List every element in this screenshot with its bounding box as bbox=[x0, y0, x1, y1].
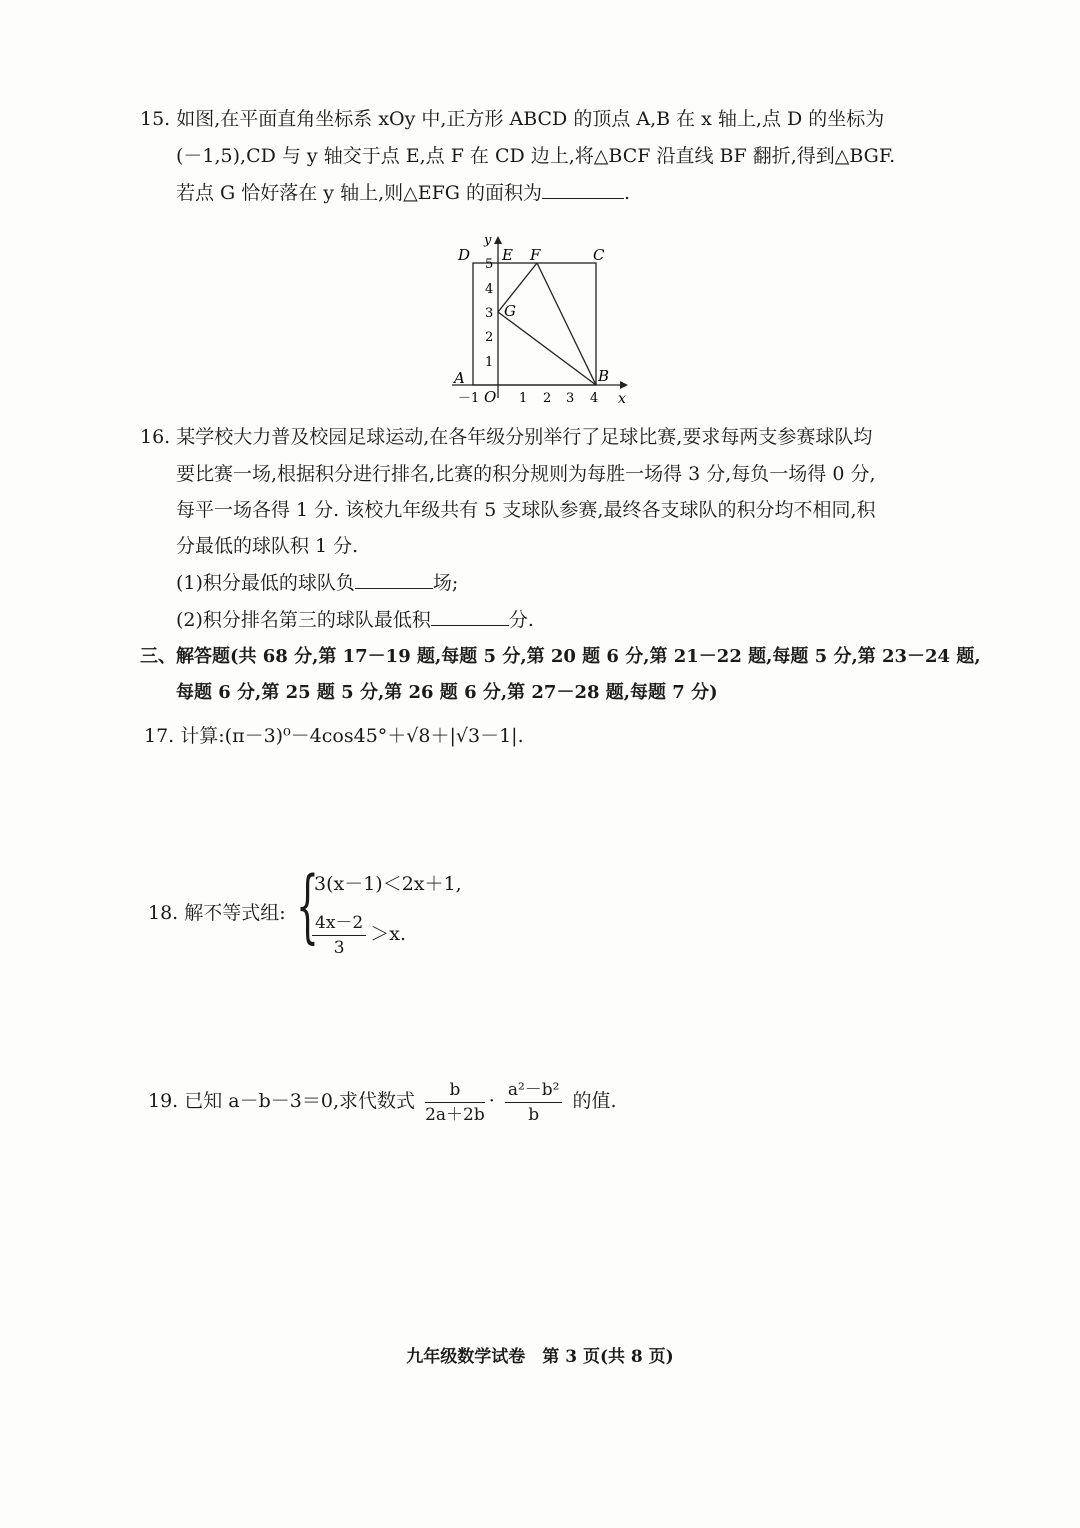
q16-sub-1-text: (1)积分最低的球队负 bbox=[176, 572, 355, 594]
y-tick-5: 5 bbox=[485, 257, 494, 272]
q16-line-1: 16. 某学校大力普及校园足球运动,在各年级分别举行了足球比赛,要求每两支参赛球队均 bbox=[140, 426, 873, 448]
q16-line-4: 分最低的球队积 1 分. bbox=[176, 535, 359, 557]
x-tick-1: 1 bbox=[519, 391, 528, 406]
origin-label: O bbox=[484, 388, 497, 406]
q16-sub-1 bbox=[176, 568, 458, 598]
q19-multiply-dot: · bbox=[488, 1090, 495, 1112]
q18-brace: { bbox=[296, 859, 319, 952]
section-3-heading-line-1: 三、解答题(共 68 分,第 17－19 题,每题 5 分,第 20 题 6 分,第 21－22 题,每题 5 分,第 23－24 题, bbox=[140, 646, 981, 667]
q16-sub-2-text: (2)积分排名第三的球队最低积 bbox=[176, 609, 431, 631]
y-tick-1: 1 bbox=[485, 355, 494, 370]
q18-fraction bbox=[312, 911, 366, 960]
x-tick-2: 2 bbox=[543, 391, 552, 406]
q17 bbox=[144, 721, 524, 751]
q16-sub-2-unit: 分. bbox=[508, 609, 534, 631]
q19-text: 19. 已知 a－b－3＝0,求代数式 bbox=[148, 1090, 416, 1112]
q16-sub-1-blank bbox=[355, 568, 433, 589]
x-axis-arrow bbox=[620, 381, 628, 389]
q19-fraction-2 bbox=[505, 1078, 563, 1127]
q18-fraction-numerator: 4x－2 bbox=[312, 911, 366, 936]
point-label-f: F bbox=[530, 246, 541, 264]
q19-fraction-1 bbox=[425, 1078, 485, 1127]
q15-period: . bbox=[624, 182, 631, 204]
q15-figure bbox=[440, 228, 640, 408]
point-label-d: D bbox=[458, 246, 471, 264]
point-label-c: C bbox=[593, 246, 605, 264]
q19 bbox=[148, 1076, 617, 1127]
q19-fraction-2-numerator: a²－b² bbox=[505, 1078, 563, 1103]
section-3-heading-line-2: 每题 6 分,第 25 题 5 分,第 26 题 6 分,第 27－28 题,每题 7 分) bbox=[176, 682, 718, 703]
q18-inequality-2-tail: ＞x. bbox=[370, 923, 406, 945]
q15-line-3-text: 若点 G 恰好落在 y 轴上,则△EFG 的面积为 bbox=[176, 182, 542, 204]
q16-sub-2-blank bbox=[431, 605, 509, 626]
q17-label: 17. 计算: bbox=[144, 725, 225, 747]
y-tick-4: 4 bbox=[485, 282, 494, 297]
q15-line-3 bbox=[176, 178, 630, 208]
segment-gb bbox=[498, 312, 596, 385]
q16-sub-1-unit: 场; bbox=[432, 572, 459, 594]
q17-expression: (π－3)⁰－4cos45°＋√8＋|√3－1|. bbox=[224, 725, 524, 747]
point-label-g: G bbox=[504, 302, 516, 320]
point-label-e: E bbox=[502, 246, 513, 264]
x-tick-4: 4 bbox=[590, 391, 599, 406]
x-tick-3: 3 bbox=[566, 391, 575, 406]
q15-line-1: 15. 如图,在平面直角坐标系 xOy 中,正方形 ABCD 的顶点 A,B 在 x 轴上,点 D 的坐标为 bbox=[140, 108, 885, 130]
q16-line-2: 要比赛一场,根据积分进行排名,比赛的积分规则为每胜一场得 3 分,每负一场得 0 分, bbox=[176, 463, 876, 485]
q16-line-3: 每平一场各得 1 分. 该校九年级共有 5 支球队参赛,最终各支球队的积分均不相同,积 bbox=[176, 499, 876, 521]
x-tick-neg1: －1 bbox=[458, 391, 480, 406]
q18-fraction-denominator: 3 bbox=[333, 937, 345, 958]
y-tick-3: 3 bbox=[485, 306, 494, 321]
q18-inequality-2 bbox=[312, 910, 406, 960]
q18-label: 18. 解不等式组: bbox=[148, 902, 286, 924]
segment-fb bbox=[537, 263, 596, 385]
q19-fraction-2-denominator: b bbox=[528, 1104, 540, 1125]
y-tick-2: 2 bbox=[485, 330, 494, 345]
q18-inequality-1: 3(x－1)＜2x＋1, bbox=[314, 873, 462, 895]
x-axis-label: x bbox=[618, 391, 626, 407]
point-label-a: A bbox=[454, 369, 465, 387]
q19-fraction-1-denominator: 2a＋2b bbox=[425, 1104, 485, 1125]
y-axis-label: y bbox=[484, 233, 492, 248]
q16-sub-2 bbox=[176, 605, 534, 635]
page-footer: 九年级数学试卷 第 3 页(共 8 页) bbox=[406, 1347, 674, 1367]
q19-fraction-1-numerator: b bbox=[425, 1078, 485, 1103]
point-label-b: B bbox=[598, 367, 610, 385]
q15-answer-blank bbox=[542, 178, 624, 199]
q15-line-2: (－1,5),CD 与 y 轴交于点 E,点 F 在 CD 边上,将△BCF 沿直线 BF 翻折,得到△BGF. bbox=[176, 145, 896, 167]
y-axis-arrow bbox=[494, 236, 502, 244]
q19-text-end: 的值. bbox=[572, 1090, 617, 1112]
